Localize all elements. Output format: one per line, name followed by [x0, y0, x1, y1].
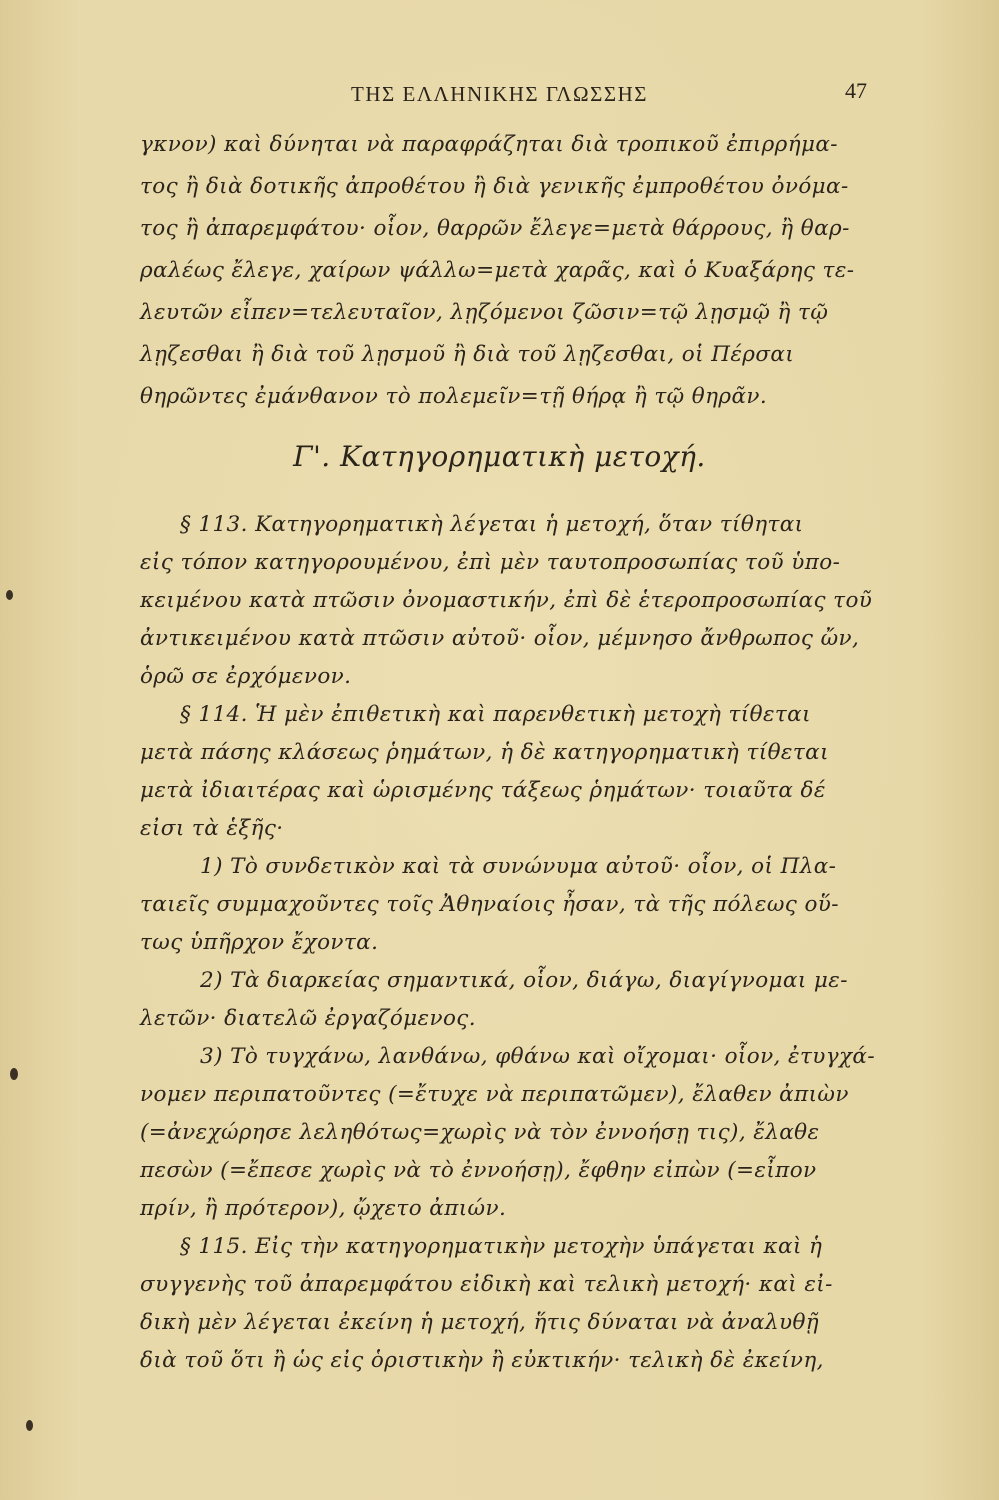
margin-speck	[10, 1068, 18, 1080]
text-line: μετὰ πάσης κλάσεως ῥημάτων, ἡ δὲ κατηγορηματικὴ τίθεται	[140, 740, 829, 765]
text-line: 3) Τὸ τυγχάνω, λανθάνω, φθάνω καὶ οἴχομαι· οἷον, ἐτυγχά-	[200, 1044, 875, 1069]
text-line: τος ἢ ἀπαρεμφάτου· οἷον, θαρρῶν ἔλεγε=μετὰ θάρρους, ἢ θαρ-	[140, 216, 850, 241]
section-heading: Γ'. Κατηγορηματικὴ μετοχή.	[293, 440, 706, 473]
text-line: ἀντικειμένου κατὰ πτῶσιν αὐτοῦ· οἷον, μέμνησο ἄνθρωπος ὤν,	[140, 626, 860, 651]
text-line: ταιεῖς συμμαχοῦντες τοῖς Ἀθηναίοις ἦσαν, τὰ τῆς πόλεως οὕ-	[140, 892, 839, 917]
text-line: (=ἀνεχώρησε λεληθότως=χωρὶς νὰ τὸν ἐννοήσῃ τις), ἔλαθε	[140, 1120, 820, 1145]
text-line: § 113. Κατηγορηματικὴ λέγεται ἡ μετοχή, ὅταν τίθηται	[180, 512, 804, 537]
text-line: θηρῶντες ἐμάνθανον τὸ πολεμεῖν=τῇ θήρᾳ ἢ τῷ θηρᾶν.	[140, 384, 768, 409]
running-head: ΤΗΣ ΕΛΛΗΝΙΚΗΣ ΓΛΩΣΣΗΣ	[351, 82, 648, 106]
text-line: ὁρῶ σε ἐρχόμενον.	[140, 664, 352, 689]
text-line: διὰ τοῦ ὅτι ἢ ὡς εἰς ὁριστικὴν ἢ εὐκτικήν· τελικὴ δὲ ἐκείνη,	[140, 1348, 824, 1373]
text-line: λετῶν· διατελῶ ἐργαζόμενος.	[140, 1006, 476, 1031]
text-line: συγγενὴς τοῦ ἀπαρεμφάτου εἰδικὴ καὶ τελικὴ μετοχή· καὶ εἰ-	[140, 1272, 833, 1297]
text-line: δικὴ μὲν λέγεται ἐκείνη ἡ μετοχή, ἥτις δύναται νὰ ἀναλυθῇ	[140, 1310, 820, 1335]
text-line: § 114. Ἡ μὲν ἐπιθετικὴ καὶ παρενθετικὴ μετοχὴ τίθεται	[180, 702, 811, 727]
text-line: τως ὑπῆρχον ἔχοντα.	[140, 930, 379, 955]
text-line: εἰσι τὰ ἑξῆς·	[140, 816, 284, 841]
text-line: § 115. Εἰς τὴν κατηγορηματικὴν μετοχὴν ὑπάγεται καὶ ἡ	[180, 1234, 823, 1259]
text-line: λευτῶν εἶπεν=τελευταῖον, λῃζόμενοι ζῶσιν=τῷ λῃσμῷ ἢ τῷ	[140, 300, 829, 325]
text-line: κειμένου κατὰ πτῶσιν ὀνομαστικήν, ἐπὶ δὲ ἑτεροπροσωπίας τοῦ	[140, 588, 873, 613]
text-line: μετὰ ἰδιαιτέρας καὶ ὡρισμένης τάξεως ῥημάτων· τοιαῦτα δέ	[140, 778, 826, 803]
text-line: γκνον) καὶ δύνηται νὰ παραφράζηται διὰ τροπικοῦ ἐπιρρήμα-	[140, 132, 838, 157]
text-line: τος ἢ διὰ δοτικῆς ἀπροθέτου ἢ διὰ γενικῆς ἐμπροθέτου ὀνόμα-	[140, 174, 849, 199]
margin-speck	[26, 1420, 33, 1431]
text-line: 1) Τὸ συνδετικὸν καὶ τὰ συνώνυμα αὐτοῦ· οἷον, οἱ Πλα-	[200, 854, 837, 879]
text-line: πρίν, ἢ πρότερον), ᾤχετο ἀπιών.	[140, 1196, 507, 1221]
text-line: λῃζεσθαι ἢ διὰ τοῦ λῃσμοῦ ἢ διὰ τοῦ λῃζεσθαι, οἱ Πέρσαι	[140, 342, 795, 367]
margin-speck	[6, 590, 13, 600]
text-line: νομεν περιπατοῦντες (=ἔτυχε νὰ περιπατῶμεν), ἔλαθεν ἀπιὼν	[140, 1082, 849, 1107]
text-line: ραλέως ἔλεγε, χαίρων ψάλλω=μετὰ χαρᾶς, καὶ ὁ Κυαξάρης τε-	[140, 258, 855, 283]
text-line: πεσὼν (=ἔπεσε χωρὶς νὰ τὸ ἐννοήσῃ), ἔφθην εἰπὼν (=εἶπον	[140, 1158, 817, 1183]
text-line: 2) Τὰ διαρκείας σημαντικά, οἷον, διάγω, διαγίγνομαι με-	[200, 968, 848, 993]
text-line: εἰς τόπον κατηγορουμένου, ἐπὶ μὲν ταυτοπροσωπίας τοῦ ὑπο-	[140, 550, 841, 575]
page-number: 47	[845, 78, 867, 103]
page-header	[0, 78, 999, 112]
